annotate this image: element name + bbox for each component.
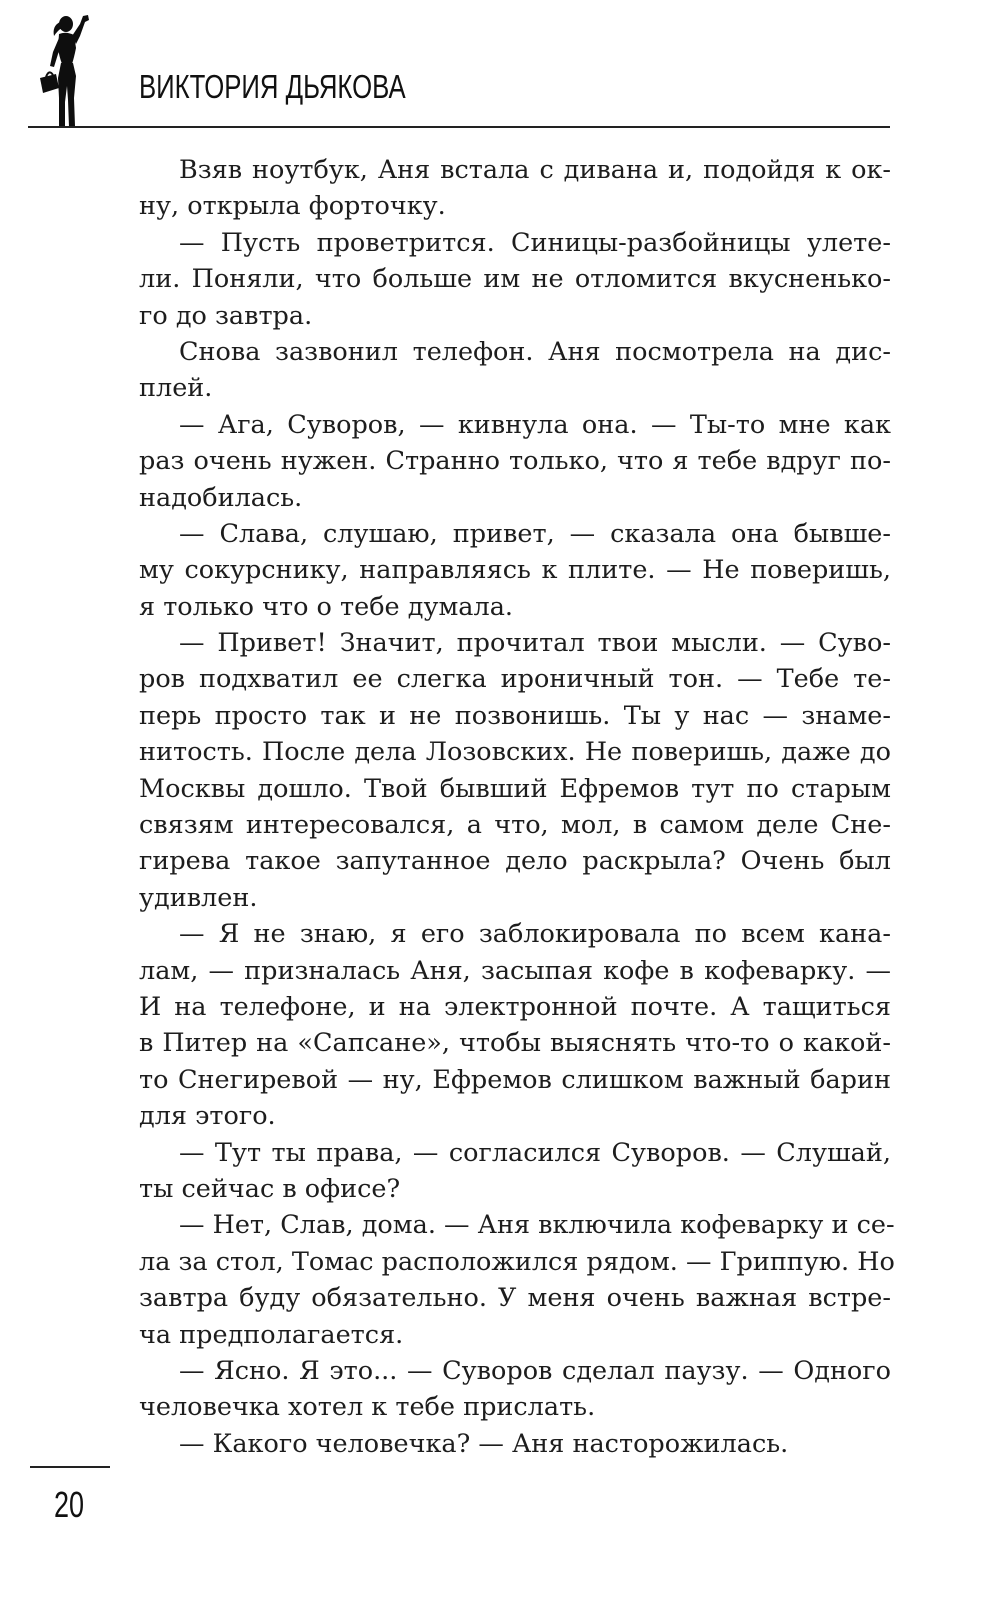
footer-divider [30, 1466, 110, 1468]
text-line: раз очень нужен. Странно только, что я тебе вдруг по- [139, 446, 891, 477]
text-line: плей. [139, 373, 213, 404]
text-line: ла за стол, Томас расположился рядом. — Гриппую. Но [139, 1246, 895, 1277]
text-line: — Пусть проветрится. Синицы-разбойницы улете- [179, 227, 891, 258]
text-line: му сокурснику, направляясь к плите. — Не поверишь, [139, 555, 891, 586]
text-line: го до завтра. [139, 300, 313, 331]
text-line: Взяв ноутбук, Аня встала с дивана и, подойдя к ок- [179, 155, 891, 185]
text-line: — Слава, слушаю, привет, — сказала она бывше- [179, 518, 891, 549]
page-number: 20 [54, 1484, 85, 1525]
text-line: ну, открыла форточку. [139, 191, 446, 222]
header-divider [28, 126, 890, 128]
text-line: — Привет! Значит, прочитал твои мысли. — Суво- [179, 628, 891, 659]
text-line: перь просто так и не позвонишь. Ты у нас — знаме- [139, 700, 891, 731]
text-line: надобилась. [139, 482, 303, 513]
text-line: для этого. [139, 1101, 276, 1132]
text-line: завтра буду обязательно. У меня очень важная встре- [139, 1283, 891, 1314]
text-line: лам, — призналась Аня, засыпая кофе в кофеварку. — [139, 955, 891, 986]
woman-with-gun-silhouette-icon [22, 14, 102, 130]
running-header-author: ВИКТОРИЯ ДЬЯКОВА [139, 68, 406, 105]
text-line: — Ага, Суворов, — кивнула она. — Ты-то мне как [179, 409, 891, 440]
text-line: ров подхватил ее слегка ироничный тон. — Тебе те- [139, 664, 891, 695]
text-line: — Какого человечка? — Аня насторожилась. [179, 1428, 789, 1459]
text-line: в Питер на «Сапсане», чтобы выяснять что-то о какой- [139, 1028, 891, 1059]
text-line: — Ясно. Я это... — Суворов сделал паузу. — Одного [179, 1355, 891, 1386]
text-line: И на телефоне, и на электронной почте. А тащиться [139, 991, 891, 1022]
text-line: гирева такое запутанное дело раскрыла? Очень был [139, 846, 891, 877]
text-line: Москвы дошло. Твой бывший Ефремов тут по старым [139, 773, 891, 804]
text-line: ча предполагается. [139, 1319, 404, 1350]
text-line: человечка хотел к тебе прислать. [139, 1392, 596, 1423]
text-line: ты сейчас в офисе? [139, 1173, 401, 1204]
text-line: — Нет, Слав, дома. — Аня включила кофеварку и се- [179, 1210, 895, 1241]
text-line: — Я не знаю, я его заблокировала по всем кана- [179, 919, 891, 950]
text-line: я только что о тебе думала. [139, 591, 514, 622]
text-line: ли. Поняли, что больше им не отломится вкусненько- [139, 264, 891, 295]
text-line: то Снегиревой — ну, Ефремов слишком важный барин [139, 1064, 891, 1095]
text-line: связям интересовался, а что, мол, в самом деле Сне- [139, 810, 891, 841]
text-line: удивлен. [139, 882, 258, 913]
body-text [139, 152, 895, 1462]
text-line: — Тут ты права, — согласился Суворов. — Слушай, [179, 1137, 891, 1168]
text-line: нитость. После дела Лозовских. Не поверишь, даже до [139, 737, 891, 768]
text-line: Снова зазвонил телефон. Аня посмотрела на дис- [179, 336, 891, 367]
